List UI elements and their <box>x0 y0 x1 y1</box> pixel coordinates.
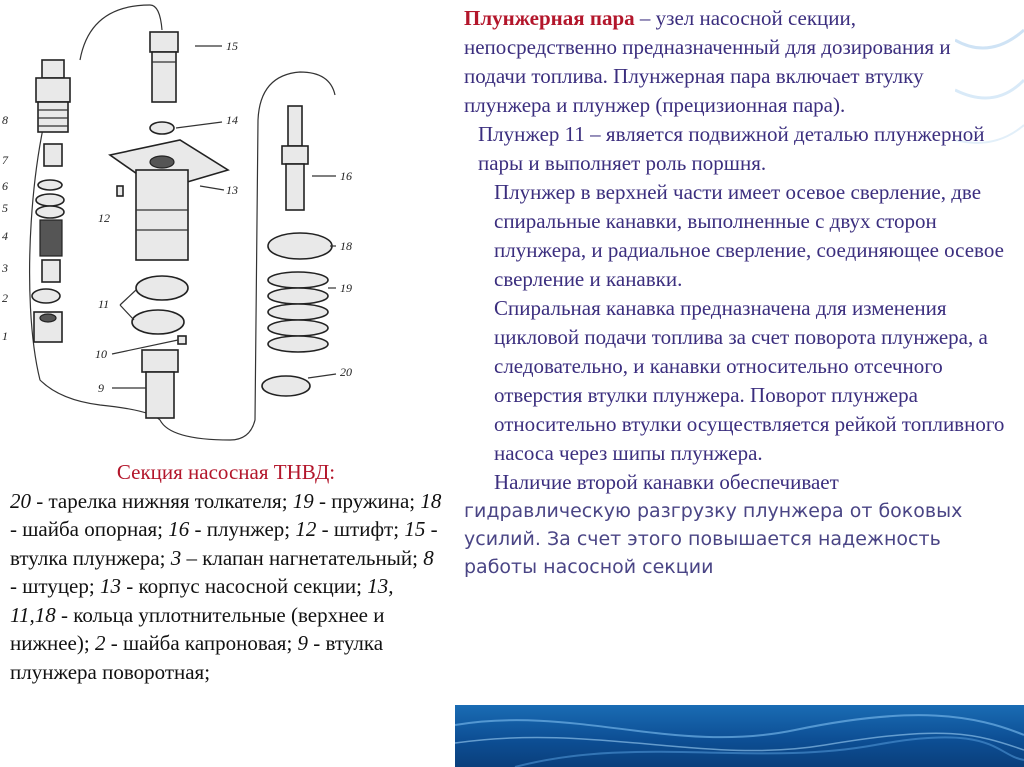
part-9-rotating-sleeve <box>142 350 178 418</box>
term-plunger-pair: Плунжерная пара <box>464 6 635 30</box>
caption-num-3: 3 <box>170 545 182 570</box>
part-14-ring <box>150 122 174 134</box>
caption-num-12: 12 <box>295 517 317 541</box>
label-14: 14 <box>226 113 238 127</box>
caption-num-13-11-18: 13, 11,18 <box>10 574 394 627</box>
label-16: 16 <box>340 169 352 183</box>
caption-num-16: 16 <box>168 517 190 541</box>
part-20-plate <box>262 376 310 396</box>
paragraph-1 <box>464 4 1012 120</box>
label-2: 2 <box>2 291 8 305</box>
pump-section-diagram <box>0 0 450 455</box>
part-16-plunger <box>282 106 308 210</box>
paragraph-1-text: – узел насосной секции, непосредственно предназначенный для дозирования и подачи топлива. Плунжерная пара включает втулку плунжера и плунжер (прецизионная пара). <box>464 6 951 117</box>
label-7: 7 <box>2 153 8 167</box>
label-20: 20 <box>340 365 352 379</box>
part-10 <box>178 336 186 344</box>
caption-text-9: - втулка плунжера поворотная; <box>10 631 384 684</box>
caption-text-12: - штифт; <box>316 517 405 541</box>
caption-text-13: - корпус насосной секции; <box>120 574 368 598</box>
part-3 <box>42 260 60 282</box>
part-7 <box>44 144 62 166</box>
part-11-ring-bottom <box>132 310 184 334</box>
label-12: 12 <box>98 211 110 225</box>
paragraph-2: Плунжер 11 – является подвижной деталью плунжерной пары и выполняет роль поршня. <box>478 122 985 175</box>
label-15: 15 <box>226 39 238 53</box>
label-5: 5 <box>2 201 8 215</box>
caption-num-8: 8 <box>423 545 434 570</box>
part-6 <box>38 180 62 190</box>
caption-num-18: 18 <box>420 488 442 513</box>
paragraph-4: Спиральная канавка предназначена для изменения цикловой подачи топлива за счет поворота плунжера, а следовательно, и канавки относительно отсечного отверстия втулки плунжера. Поворот плунжера относительно втулки осуществляется рейкой топливного насоса через шипы плунжера. <box>494 296 1005 465</box>
part-5b <box>36 206 64 218</box>
figure-caption <box>10 458 442 686</box>
caption-text-15: - втулка плунжера; <box>10 517 438 570</box>
caption-num-15: 15 <box>404 517 426 541</box>
label-8: 8 <box>2 113 8 127</box>
description-text <box>464 4 1012 581</box>
paragraph-3: Плунжер в верхней части имеет осевое сверление, две спиральные канавки, выполненные с двух сторон плунжера, и радиальное сверление, соединяющее осевое сверление и канавки. <box>494 180 1004 291</box>
label-10: 10 <box>95 347 107 361</box>
paragraph-6: гидравлическую разгрузку плунжера от боковых усилий. За счет этого повышается надежность работы насосной секции <box>464 500 963 578</box>
label-18: 18 <box>340 239 352 253</box>
part-12-pin <box>117 186 123 196</box>
part-2 <box>32 289 60 303</box>
caption-text-16: - плунжер; <box>189 517 296 541</box>
caption-title: Секция насосная ТНВД: <box>116 460 336 484</box>
caption-text-13-11-18: - кольца уплотнительные (верхнее и нижнее); <box>10 602 385 655</box>
part-13-body <box>110 140 228 260</box>
part-4-spring <box>40 220 62 256</box>
label-11: 11 <box>98 297 110 311</box>
caption-text-3: – клапан нагнетательный; <box>181 545 424 570</box>
caption-text-19: - пружина; <box>313 488 421 513</box>
part-5a <box>36 194 64 206</box>
caption-text-20: - тарелка нижняя толкателя; <box>31 488 293 513</box>
part-18-washer <box>268 233 332 259</box>
caption-num-19: 19 <box>292 488 314 513</box>
caption-text-18: - шайба опорная; <box>10 517 169 541</box>
paragraph-5: Наличие второй канавки обеспечивает <box>494 470 839 494</box>
part-19-spring <box>268 272 328 352</box>
caption-num-9: 9 <box>297 631 309 655</box>
caption-num-13: 13 <box>99 574 121 598</box>
label-1: 1 <box>2 329 8 343</box>
part-8-fitting <box>36 60 70 132</box>
label-4: 4 <box>2 229 8 243</box>
label-13: 13 <box>226 183 238 197</box>
caption-text-2: - шайба капроновая; <box>105 631 298 655</box>
part-15-sleeve <box>150 32 178 102</box>
label-6: 6 <box>2 179 8 193</box>
caption-num-2: 2 <box>94 631 106 655</box>
label-19: 19 <box>340 281 352 295</box>
caption-num-20: 20 <box>10 488 31 513</box>
decorative-wave-bottom <box>455 705 1024 767</box>
label-3: 3 <box>2 261 8 275</box>
caption-text-8: - штуцер; <box>10 574 100 598</box>
part-11-ring-top <box>136 276 188 300</box>
label-9: 9 <box>98 381 104 395</box>
